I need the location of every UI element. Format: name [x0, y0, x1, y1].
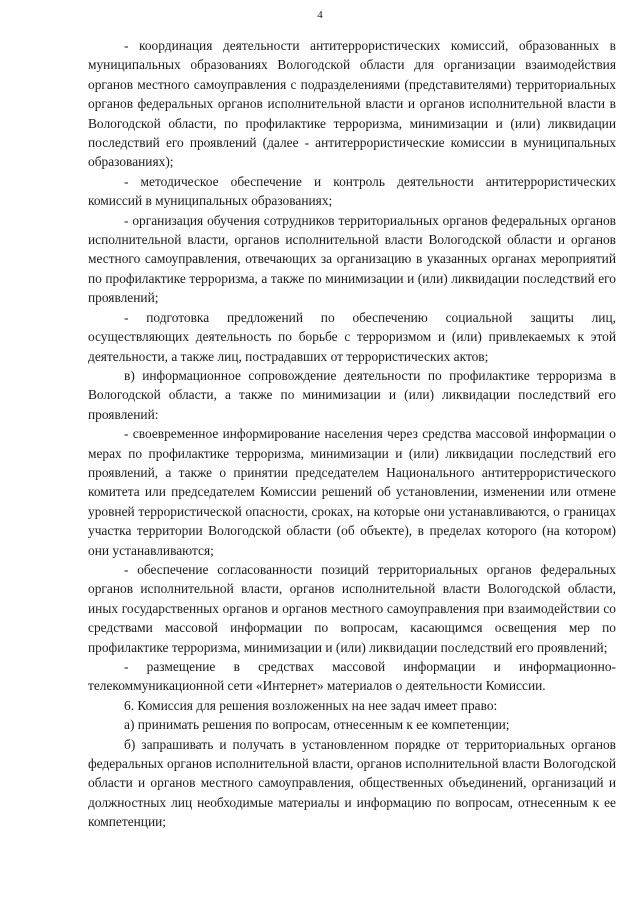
document-body — [88, 36, 616, 832]
paragraph-item-v: в) информационное сопровождение деятельности по профилактике терроризма в Вологодской области, а также по минимизации и (или) ликвидации последствий его проявлений: — [88, 367, 616, 422]
paragraph-item-b: б) запрашивать и получать в установленном порядке от территориальных органов федеральных органов исполнительной власти, органов исполнительной власти Вологодской области и органов местного самоуправления, общественных объединений, организаций и должностных лиц необходимые материалы и информацию по вопросам, отнесенным к ее компетенции; — [88, 736, 616, 830]
paragraph-section-6: 6. Комиссия для решения возложенных на нее задач имеет право: — [124, 697, 498, 713]
paragraph-coherence: - обеспечение согласованности позиций территориальных органов федеральных органов исполнительной власти, органов исполнительной власти Вологодской области, иных государственных органов и органов местного самоуправления при взаимодействии со средствами массовой информации по вопросам, касающимся освещения мер по профилактике терроризма, минимизации и (или) ликвидации последствий его проявлений; — [88, 561, 616, 655]
paragraph-social-protection: - подготовка предложений по обеспечению социальной защиты лиц, осуществляющих деятельность по борьбе с терроризмом и (или) привлекаемых к этой деятельности, а также лиц, пострадавших от террористических актов; — [88, 309, 616, 364]
paragraph-publishing: - размещение в средствах массовой информации и информационно-телекоммуникационной сети «Интернет» материалов о деятельности Комиссии. — [88, 659, 616, 694]
paragraph-coordination: - координация деятельности антитеррористических комиссий, образованных в муниципальных образованиях Вологодской области для организации взаимодействия органов местного самоуправления с подразделениями (представителями) территориальных органов федеральных органов исполнительной власти и органов исполнительной власти в Вологодской области, по профилактике терроризма, минимизации и (или) ликвидации последствий его проявлений (далее - антитеррористические комиссии в муниципальных образованиях); — [88, 38, 616, 170]
paragraph-item-a: а) принимать решения по вопросам, отнесенным к ее компетенции; — [124, 717, 510, 733]
paragraph-methodical-support: - методическое обеспечение и контроль деятельности антитеррористических комиссий в муниципальных образованиях; — [88, 173, 616, 209]
page-number: 4 — [317, 9, 323, 21]
paragraph-training: - организация обучения сотрудников территориальных органов федеральных органов исполнительной власти, органов исполнительной власти Вологодской области и органов местного самоуправления, отвечающих за организацию в указанных органах мероприятий по профилактике терроризма, а также по минимизации и (или) ликвидации последствий его проявлений; — [88, 212, 616, 306]
paragraph-informing: - своевременное информирование населения через средства массовой информации о мерах по профилактике терроризма, минимизации и (или) ликвидации последствий его проявлений, а также о принятии председателем Национального антитеррористического комитета или председателем Комиссии решений об установлении, изменении или отмене уровней террористической опасности, сроках, на которые они устанавливаются, о границах участка территории Вологодской области (об объекте), в пределах которого (на котором) они устанавливаются; — [88, 426, 616, 558]
